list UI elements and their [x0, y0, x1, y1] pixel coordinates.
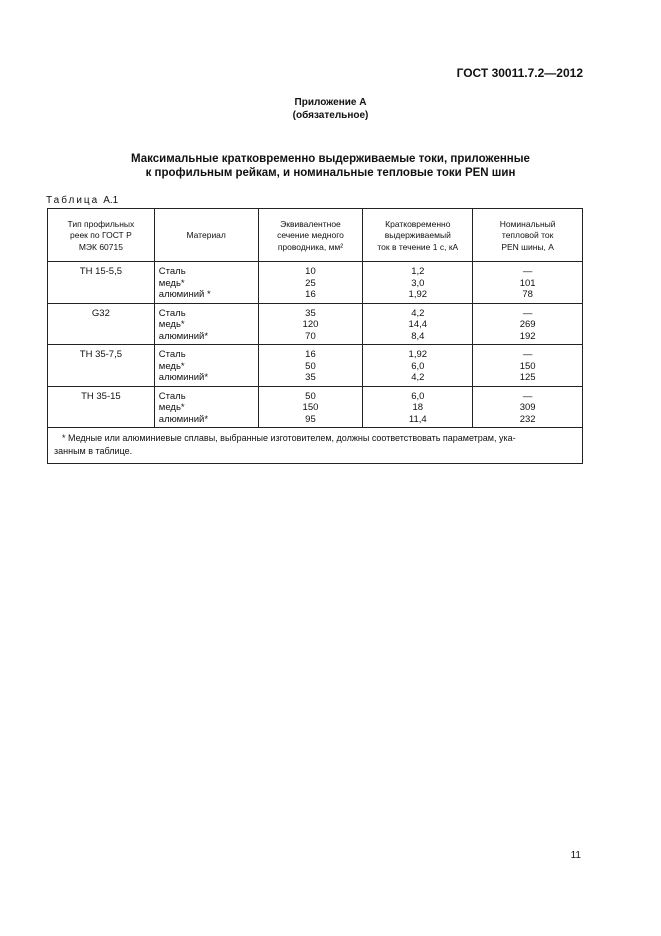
rail-type-cell: G32 [48, 303, 155, 345]
material-cell-value: алюминий* [158, 330, 209, 342]
table-label [46, 195, 118, 206]
rated-current-cell-value: 232 [519, 413, 536, 425]
short-time-current-cell-value: 6,0 [411, 390, 425, 402]
rated-current-cell [473, 386, 583, 428]
table-footnote-row [48, 428, 583, 464]
col-header-section [258, 209, 363, 262]
short-time-current-cell-value: 1,2 [411, 266, 425, 277]
rated-current-cell-value: 150 [519, 360, 536, 372]
rated-current-cell [473, 303, 583, 345]
col-header-rated-current [473, 209, 583, 262]
short-time-current-cell-value: 4,2 [411, 372, 425, 383]
footnote-line-2: занным в таблице. [54, 446, 133, 456]
section-cell-value: 16 [305, 289, 316, 300]
short-time-current-cell-value: 11,4 [408, 413, 427, 425]
col-header-material: Материал [154, 209, 258, 262]
material-cell-value: медь* [158, 319, 185, 330]
annex-title: Приложение А [294, 97, 367, 108]
short-time-current-cell-value: 1,92 [408, 349, 428, 360]
standard-code: ГОСТ 30011.7.2—2012 [456, 66, 583, 80]
short-time-current-cell-value: 14,4 [408, 319, 428, 330]
table-footnote [48, 428, 583, 464]
table-label-number: А.1 [103, 195, 119, 206]
section-cell [258, 303, 363, 345]
col-header-current-line: ток в течение 1 с, кА [377, 241, 459, 252]
section-cell-value: 25 [305, 277, 316, 289]
col-header-short-time-current [363, 209, 473, 262]
section-cell [258, 386, 363, 428]
col-header-section-line: Эквивалентное [280, 218, 341, 229]
col-header-type-line: Тип профильных [67, 218, 135, 229]
section-cell [258, 262, 363, 304]
rail-type-cell: ТН 35-15 [48, 386, 155, 428]
section-cell-value: 50 [305, 390, 316, 402]
short-time-current-cell [363, 303, 473, 345]
material-cell-value: Сталь [158, 307, 186, 319]
rated-current-cell-value: — [522, 266, 533, 277]
rated-current-cell-value: — [522, 390, 533, 402]
material-cell-value: медь* [158, 402, 185, 413]
section-cell-value: 120 [302, 319, 319, 330]
material-cell-value: алюминий* [158, 372, 209, 383]
col-header-rated-line: тепловой ток [501, 230, 554, 241]
material-cell [154, 262, 258, 304]
rated-current-cell-value: 101 [519, 277, 536, 289]
short-time-current-cell [363, 262, 473, 304]
rated-current-cell-value: — [522, 349, 533, 360]
rated-current-cell-value: 125 [519, 372, 536, 383]
material-cell [154, 386, 258, 428]
table-row [48, 303, 583, 345]
rail-type-cell: ТН 35-7,5 [48, 345, 155, 387]
table-row [48, 262, 583, 304]
col-header-current-line: выдерживаемый [384, 230, 451, 241]
rated-current-cell-value: 78 [522, 289, 533, 300]
rated-current-cell-value: 269 [519, 319, 536, 330]
section-cell-value: 150 [302, 402, 319, 413]
section-cell-value: 16 [305, 349, 316, 360]
section-cell-value: 50 [305, 360, 316, 372]
table-label-word: Таблица [46, 195, 100, 206]
col-header-type-line: реек по ГОСТ Р [70, 230, 132, 241]
section-cell-value: 35 [305, 307, 316, 319]
material-cell-value: алюминий * [158, 289, 211, 300]
page-number: 11 [570, 850, 581, 861]
material-cell-value: Сталь [158, 266, 186, 277]
rated-current-cell-value: 309 [519, 402, 536, 413]
section-cell-value: 70 [305, 330, 316, 342]
rated-current-cell [473, 345, 583, 387]
table-row [48, 345, 583, 387]
material-cell-value: алюминий* [158, 413, 209, 425]
short-time-current-cell-value: 1,92 [408, 289, 428, 300]
annex-heading [0, 96, 661, 122]
rated-current-cell [473, 262, 583, 304]
col-header-section-line: проводника, мм² [277, 241, 344, 252]
annex-status: (обязательное) [292, 110, 369, 121]
short-time-current-cell [363, 386, 473, 428]
material-cell-value: медь* [158, 277, 185, 289]
material-cell [154, 303, 258, 345]
rated-current-cell-value: 192 [519, 330, 536, 342]
col-header-rated-line: PEN шины, А [501, 241, 554, 252]
section-cell-value: 35 [305, 372, 316, 383]
table-title-line-2: к профильным рейкам, и номинальные тепловые токи PEN шин [145, 167, 516, 179]
section-cell [258, 345, 363, 387]
table-title-line-1: Максимальные кратковременно выдерживаемые токи, приложенные [131, 153, 530, 165]
material-cell-value: Сталь [158, 390, 186, 402]
section-cell-value: 95 [305, 413, 316, 425]
col-header-rated-line: Номинальный [499, 218, 556, 229]
col-header-type-line: МЭК 60715 [78, 241, 123, 252]
short-time-current-cell-value: 8,4 [411, 330, 425, 342]
short-time-current-cell-value: 4,2 [411, 307, 425, 319]
rated-current-cell-value: — [522, 307, 533, 319]
section-cell-value: 10 [305, 266, 316, 277]
data-table [47, 208, 583, 464]
table-header-row [48, 209, 583, 262]
short-time-current-cell-value: 18 [412, 402, 424, 413]
table-row [48, 386, 583, 428]
col-header-current-line: Кратковременно [385, 218, 451, 229]
short-time-current-cell-value: 3,0 [411, 277, 425, 289]
material-cell-value: медь* [158, 360, 185, 372]
material-cell-value: Сталь [158, 349, 186, 360]
rail-type-cell: ТН 15-5,5 [48, 262, 155, 304]
col-header-type [48, 209, 155, 262]
footnote-line-1: * Медные или алюминиевые сплавы, выбранные изготовителем, должны соответствовать параметрам, ука- [62, 433, 516, 443]
short-time-current-cell-value: 6,0 [411, 360, 425, 372]
short-time-current-cell [363, 345, 473, 387]
table-title [0, 152, 661, 180]
material-cell [154, 345, 258, 387]
col-header-section-line: сечение медного [277, 230, 344, 241]
